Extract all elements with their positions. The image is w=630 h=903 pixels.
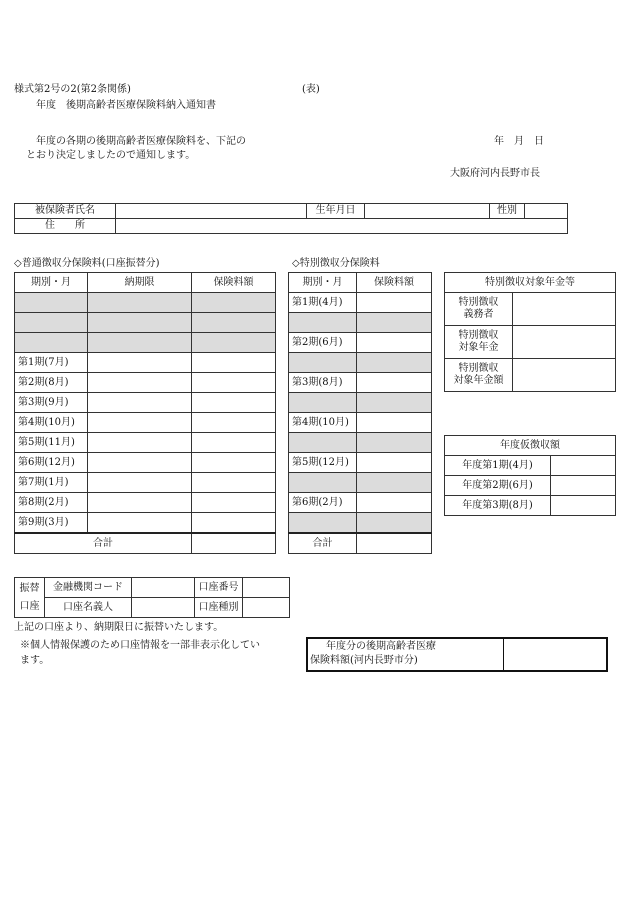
table-row: [15, 393, 276, 413]
regular-section-title: ◇普通徴収分保険料(口座振替分): [14, 258, 160, 269]
privacy-note-line-2: ます。: [20, 655, 50, 666]
birth-date-label: 生年月日: [307, 204, 365, 219]
account-holder-value: [132, 598, 195, 618]
shaded-cell: [192, 293, 276, 313]
table-row: [445, 359, 616, 392]
form-number: 様式第2号の2(第2条関係): [14, 84, 131, 95]
special-period-label: 第5期(12月): [289, 453, 357, 473]
table-row: [289, 293, 432, 313]
total-premium-label-line-1: 年度分の後期高齢者医療: [326, 641, 436, 652]
privacy-note-line-1: ※個人情報保護のため口座情報を一部非表示化してい: [20, 640, 260, 651]
due-date-cell: [88, 493, 192, 513]
table-row: [289, 413, 432, 433]
provisional-row-label: 年度第2期(6月): [445, 476, 551, 496]
table-row: [289, 333, 432, 353]
issuer-name: 大阪府河内長野市長: [450, 168, 540, 179]
regular-total-amount: [192, 533, 276, 554]
table-row: [289, 473, 432, 493]
address-label: 住 所: [15, 219, 116, 234]
debit-note: 上記の口座より、納期限日に振替いたします。: [14, 622, 224, 633]
due-date-cell: [88, 453, 192, 473]
pension-row-value: [513, 359, 616, 392]
gender-value: [525, 204, 568, 219]
due-date-cell: [88, 513, 192, 534]
table-row: [15, 333, 276, 353]
provisional-row-label: 年度第1期(4月): [445, 456, 551, 476]
due-date-cell: [88, 393, 192, 413]
due-date-cell: [88, 433, 192, 453]
table-row: [15, 493, 276, 513]
regular-period-label: 第9期(3月): [15, 513, 88, 534]
amount-cell: [551, 476, 616, 496]
account-type-value: [243, 598, 290, 618]
regular-period-label: 第6期(12月): [15, 453, 88, 473]
shaded-cell: [357, 353, 432, 373]
insured-name-label: 被保険者氏名: [15, 204, 116, 219]
table-row: [289, 373, 432, 393]
special-period-label: 第6期(2月): [289, 493, 357, 513]
regular-header-due: 納期限: [88, 273, 192, 293]
intro-line-1: 年度の各期の後期高齢者医療保険料を、下記の: [36, 136, 246, 147]
special-total-amount: [357, 533, 432, 554]
regular-header-amount: 保険料額: [192, 273, 276, 293]
shaded-cell: [289, 393, 357, 413]
amount-cell: [192, 353, 276, 373]
gender-label: 性別: [490, 204, 525, 219]
special-header-period: 期別・月: [289, 273, 357, 293]
table-row: [289, 493, 432, 513]
shaded-cell: [15, 313, 88, 333]
total-premium-label-cell: [308, 639, 504, 670]
regular-header-period: 期別・月: [15, 273, 88, 293]
shaded-cell: [357, 433, 432, 453]
address-value: [116, 219, 568, 234]
shaded-cell: [88, 313, 192, 333]
shaded-cell: [192, 313, 276, 333]
pension-row-value: [513, 326, 616, 359]
issue-date: 年 月 日: [494, 136, 544, 147]
table-row: [15, 433, 276, 453]
regular-total-label: 合計: [15, 533, 192, 554]
table-row: [15, 313, 276, 333]
amount-cell: [357, 293, 432, 313]
account-number-label: 口座番号: [195, 578, 243, 598]
pension-header: 特別徴収対象年金等: [445, 273, 616, 293]
table-row: [289, 313, 432, 333]
regular-total-row: [15, 533, 276, 554]
regular-period-label: 第8期(2月): [15, 493, 88, 513]
table-row: [445, 326, 616, 359]
shaded-cell: [289, 313, 357, 333]
shaded-cell: [357, 513, 432, 534]
shaded-cell: [289, 513, 357, 534]
due-date-cell: [88, 353, 192, 373]
amount-cell: [551, 496, 616, 516]
provisional-row-label: 年度第3期(8月): [445, 496, 551, 516]
intro-line-2: とおり決定しましたので通知します。: [26, 150, 196, 161]
transfer-account-side-label: 振替 口座: [15, 578, 45, 618]
special-collection-table: [288, 272, 432, 554]
birth-date-value: [365, 204, 490, 219]
total-premium-box: [306, 637, 608, 672]
total-premium-amount: [504, 639, 606, 670]
table-row: [15, 473, 276, 493]
pension-table: [444, 272, 616, 392]
amount-cell: [357, 413, 432, 433]
table-row: [15, 373, 276, 393]
amount-cell: [192, 373, 276, 393]
shaded-cell: [357, 473, 432, 493]
account-number-value: [243, 578, 290, 598]
bank-account-table: [14, 577, 290, 618]
due-date-cell: [88, 373, 192, 393]
shaded-cell: [289, 473, 357, 493]
table-row: [289, 433, 432, 453]
document-title: 年度 後期高齢者医療保険料納入通知書: [36, 100, 216, 111]
insured-name-value: [116, 204, 307, 219]
table-row: [445, 496, 616, 516]
table-row: [15, 353, 276, 373]
due-date-cell: [88, 413, 192, 433]
amount-cell: [357, 453, 432, 473]
table-row: [289, 353, 432, 373]
special-section-title: ◇特別徴収分保険料: [292, 258, 380, 269]
bank-code-label: 金融機関コード: [45, 578, 132, 598]
shaded-cell: [357, 313, 432, 333]
table-row: [445, 476, 616, 496]
regular-period-label: 第7期(1月): [15, 473, 88, 493]
bank-code-value: [132, 578, 195, 598]
table-row: [445, 456, 616, 476]
special-total-label: 合計: [289, 533, 357, 554]
provisional-header: 年度仮徴収額: [445, 436, 616, 456]
special-period-label: 第2期(6月): [289, 333, 357, 353]
amount-cell: [192, 493, 276, 513]
special-header-amount: 保険料額: [357, 273, 432, 293]
special-period-label: 第3期(8月): [289, 373, 357, 393]
pension-row-label: 特別徴収 義務者: [445, 293, 513, 326]
amount-cell: [192, 433, 276, 453]
insured-table: [14, 203, 568, 234]
regular-collection-table: [14, 272, 276, 554]
pension-row-value: [513, 293, 616, 326]
provisional-table: [444, 435, 616, 516]
amount-cell: [551, 456, 616, 476]
form-side-label: (表): [302, 84, 320, 95]
shaded-cell: [289, 353, 357, 373]
special-total-row: [289, 533, 432, 554]
table-row: [15, 513, 276, 534]
pension-row-label: 特別徴収 対象年金額: [445, 359, 513, 392]
shaded-cell: [15, 293, 88, 313]
total-premium-label-line-2: 保険料額(河内長野市分): [310, 655, 418, 666]
shaded-cell: [88, 333, 192, 353]
amount-cell: [192, 413, 276, 433]
amount-cell: [192, 473, 276, 493]
regular-period-label: 第4期(10月): [15, 413, 88, 433]
amount-cell: [357, 333, 432, 353]
shaded-cell: [88, 293, 192, 313]
amount-cell: [192, 453, 276, 473]
account-type-label: 口座種別: [195, 598, 243, 618]
amount-cell: [192, 513, 276, 534]
table-row: [289, 513, 432, 534]
table-row: [15, 453, 276, 473]
table-row: [445, 293, 616, 326]
amount-cell: [357, 373, 432, 393]
due-date-cell: [88, 473, 192, 493]
pension-row-label: 特別徴収 対象年金: [445, 326, 513, 359]
shaded-cell: [289, 433, 357, 453]
special-period-label: 第1期(4月): [289, 293, 357, 313]
shaded-cell: [357, 393, 432, 413]
table-row: [289, 393, 432, 413]
table-row: [15, 413, 276, 433]
amount-cell: [357, 493, 432, 513]
regular-period-label: 第5期(11月): [15, 433, 88, 453]
account-holder-label: 口座名義人: [45, 598, 132, 618]
regular-period-label: 第3期(9月): [15, 393, 88, 413]
special-period-label: 第4期(10月): [289, 413, 357, 433]
amount-cell: [192, 393, 276, 413]
shaded-cell: [15, 333, 88, 353]
regular-period-label: 第1期(7月): [15, 353, 88, 373]
shaded-cell: [192, 333, 276, 353]
table-row: [289, 453, 432, 473]
table-row: [15, 293, 276, 313]
regular-period-label: 第2期(8月): [15, 373, 88, 393]
